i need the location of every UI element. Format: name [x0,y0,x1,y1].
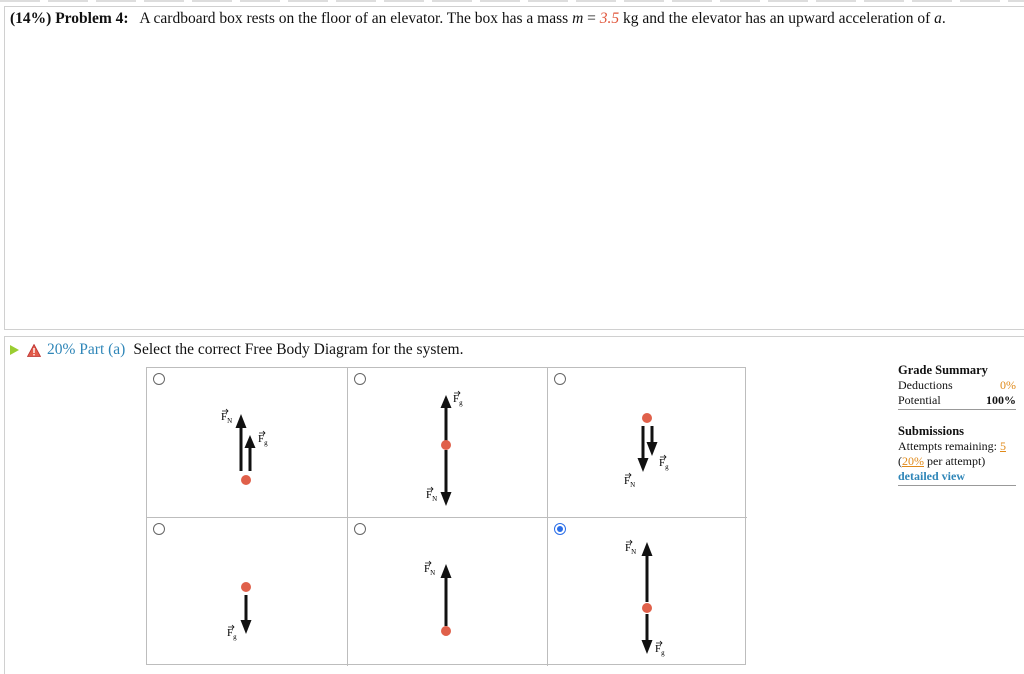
fbd1-label-fg: $F_g$ [258,433,268,447]
problem-panel [4,6,1024,330]
expand-play-icon[interactable] [10,345,19,355]
fbd-options-grid [146,367,746,665]
acceleration-variable: a [934,10,942,27]
part-label: Part (a) [79,341,126,358]
top-border [0,0,1024,2]
attempts-row [898,439,1016,454]
equals-sign: = [587,10,596,27]
fbd6-label-fg: $F_g$ [655,643,665,657]
fbd3-label-fg: $F_g$ [659,457,669,471]
fbd2-label-fn: $F_N$ [426,489,438,503]
part-weight: 20% [47,341,76,358]
fbd4-label-fg: $F_g$ [227,627,237,641]
fbd1-label-fn: $F_N$ [221,411,233,425]
mass-variable: m [572,10,584,27]
attempts-label: Attempts remaining: [898,439,997,453]
grade-summary [898,363,1016,486]
detailed-view-link[interactable]: detailed view [898,469,965,483]
fbd-option-3[interactable] [547,368,747,517]
potential-label: Potential [898,393,941,407]
part-prompt: Select the correct Free Body Diagram for the system. [133,341,464,358]
fbd-diagram-3 [548,368,748,517]
potential-value: 100% [986,393,1016,407]
fbd-diagram-2 [348,368,548,517]
fbd2-label-fg: $F_g$ [453,393,463,407]
fbd-diagram-5 [348,518,548,667]
fbd-option-6[interactable] [547,517,747,666]
fbd-option-2[interactable] [347,368,547,517]
submissions-divider [898,485,1016,486]
problem-text-1: A cardboard box rests on the floor of an elevator. The box has a mass [139,10,569,27]
per-attempt-value: 20% [902,454,924,468]
fbd-option-1[interactable] [147,368,347,517]
fbd-diagram-6 [548,518,748,667]
per-attempt-row [898,454,1016,469]
fbd-option-5[interactable] [347,517,547,666]
part-header [10,341,463,359]
per-attempt-label: per attempt) [927,454,986,468]
problem-number: (14%) Problem 4: [10,10,129,27]
deductions-value: 0% [1000,378,1016,392]
grade-summary-title: Grade Summary [898,363,988,377]
deductions-row [898,378,1016,393]
fbd-option-4[interactable] [147,517,347,666]
fbd6-label-fn: $F_N$ [625,542,637,556]
potential-row [898,393,1016,408]
per-attempt-open: ( [898,454,902,468]
period: . [941,10,946,27]
fbd5-label-fn: $F_N$ [424,563,436,577]
mass-value: 3.5 [599,10,620,27]
submissions-title: Submissions [898,424,965,438]
warning-icon [27,344,41,357]
problem-statement [10,10,946,28]
attempts-value: 5 [999,439,1006,453]
part-weight-label [47,341,125,359]
deductions-label: Deductions [898,378,953,392]
problem-text-2: kg and the elevator has an upward acceleration of [623,10,931,27]
fbd-diagram-1 [147,368,347,517]
fbd3-label-fn: $F_N$ [624,475,636,489]
fbd-diagram-4 [147,518,347,667]
